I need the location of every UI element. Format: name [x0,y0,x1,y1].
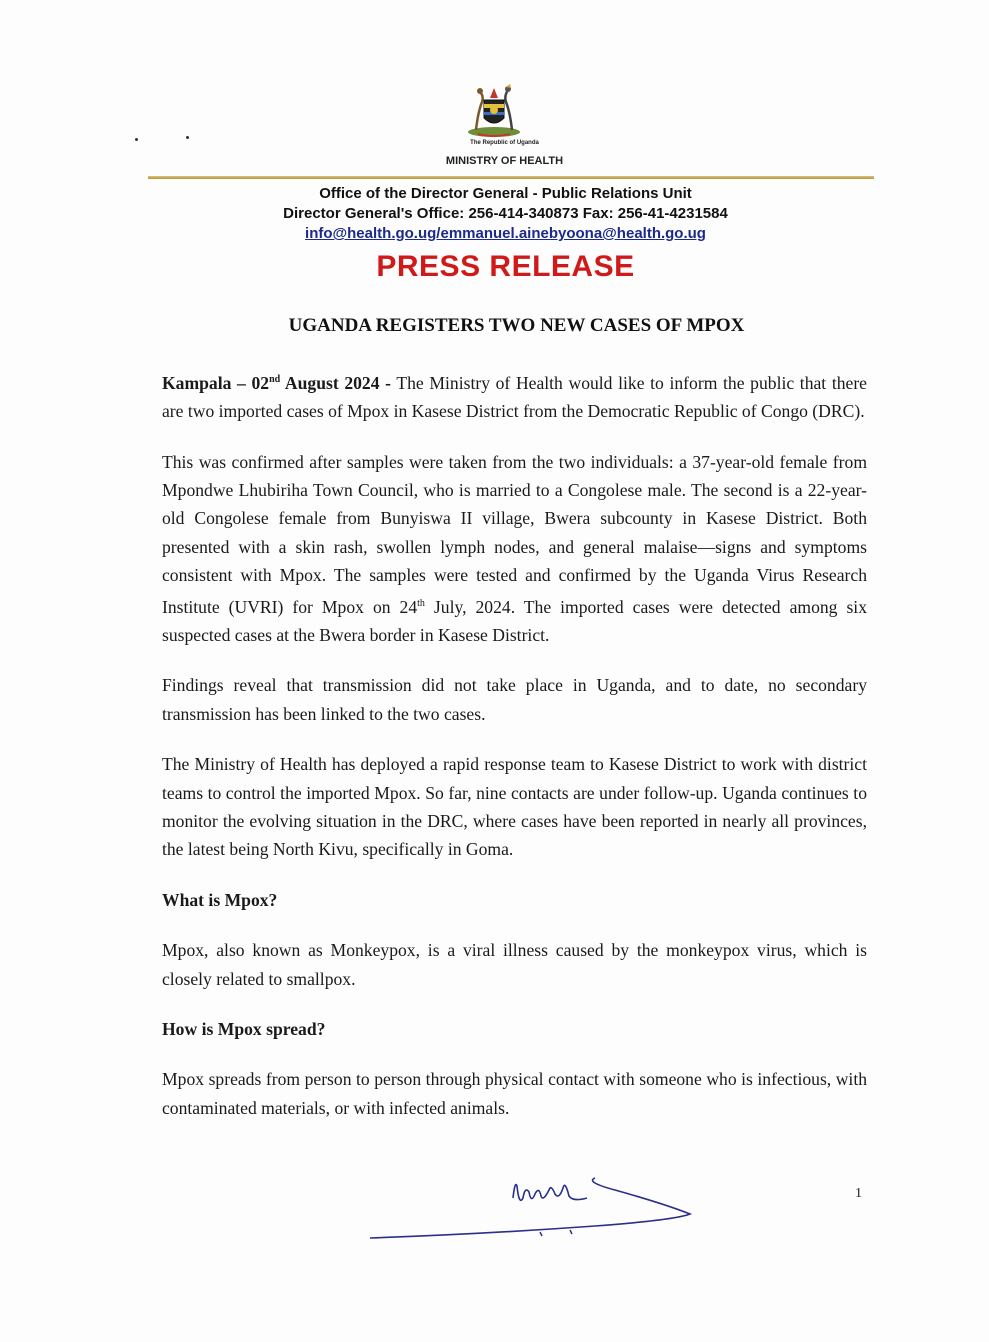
confirmation-paragraph: This was confirmed after samples were taken from the two individuals: a 37-year-old female from Mpondwe Lhubiriha Town Council, who is married to a Congolese male. The second is a 22-year-old Congolese female from Bunyiswa II village, Bwera subcounty in Kasese District. Both presented with a skin rash, swollen lymph nodes, and general malaise—signs and symptoms consistent with Mpox. The samples were tested and confirmed by the Uganda Virus Research Institute (UVRI) for Mpox on 24th July, 2024. The imported cases were detected among six suspected cases at the Bwera border in Kasese District. [162,451,867,645]
how-spread-text: Mpox spreads from person to person through physical contact with someone who is infectious, with contaminated materials, or with infected animals. [162,1069,867,1118]
what-is-mpox-text: Mpox, also known as Monkeypox, is a viral illness caused by the monkeypox virus, which is closely related to smallpox. [162,940,867,989]
office-phones: Director General's Office: 256-414-340873 Fax: 256-41-4231584 [283,205,728,222]
signature-icon [365,1168,695,1243]
intro-paragraph [162,366,867,426]
letterhead-divider [148,176,874,179]
ministry-name: MINISTRY OF HEALTH [445,155,564,167]
headline: UGANDA REGISTERS TWO NEW CASES OF MPOX [288,315,745,336]
response-paragraph: The Ministry of Health has deployed a rapid response team to Kasese District to work with district teams to control the imported Mpox. So far, nine contacts are under follow-up. Uganda continues to monitor the evolving situation in the DRC, where cases have been reported in nearly all provinces, the latest being North Kivu, specifically in Goma. [162,754,867,860]
dateline: Kampala – 02nd August 2024 - [162,372,392,393]
office-emails[interactable]: info@health.go.ug/emmanuel.ainebyoona@health.go.ug [305,225,706,242]
how-spread-heading: How is Mpox spread? [162,1019,326,1040]
intro-text: The Ministry of Health would like to inform the public that there are two imported cases of Mpox in Kasese District from the Democratic Republic of Congo (DRC). [162,372,867,422]
scan-speck [186,136,189,139]
office-title: Office of the Director General - Public Relations Unit [319,185,692,202]
findings-paragraph: Findings reveal that transmission did not take place in Uganda, and to date, no secondary transmission has been linked to the two cases. [162,675,867,724]
republic-label: The Republic of Uganda [470,140,539,146]
page-number: 1 [855,1186,862,1201]
coat-of-arms-icon [466,82,522,140]
office-block [0,184,989,244]
article-body [162,366,867,1144]
what-is-mpox-heading: What is Mpox? [162,889,278,910]
press-release-label: PRESS RELEASE [376,250,635,283]
